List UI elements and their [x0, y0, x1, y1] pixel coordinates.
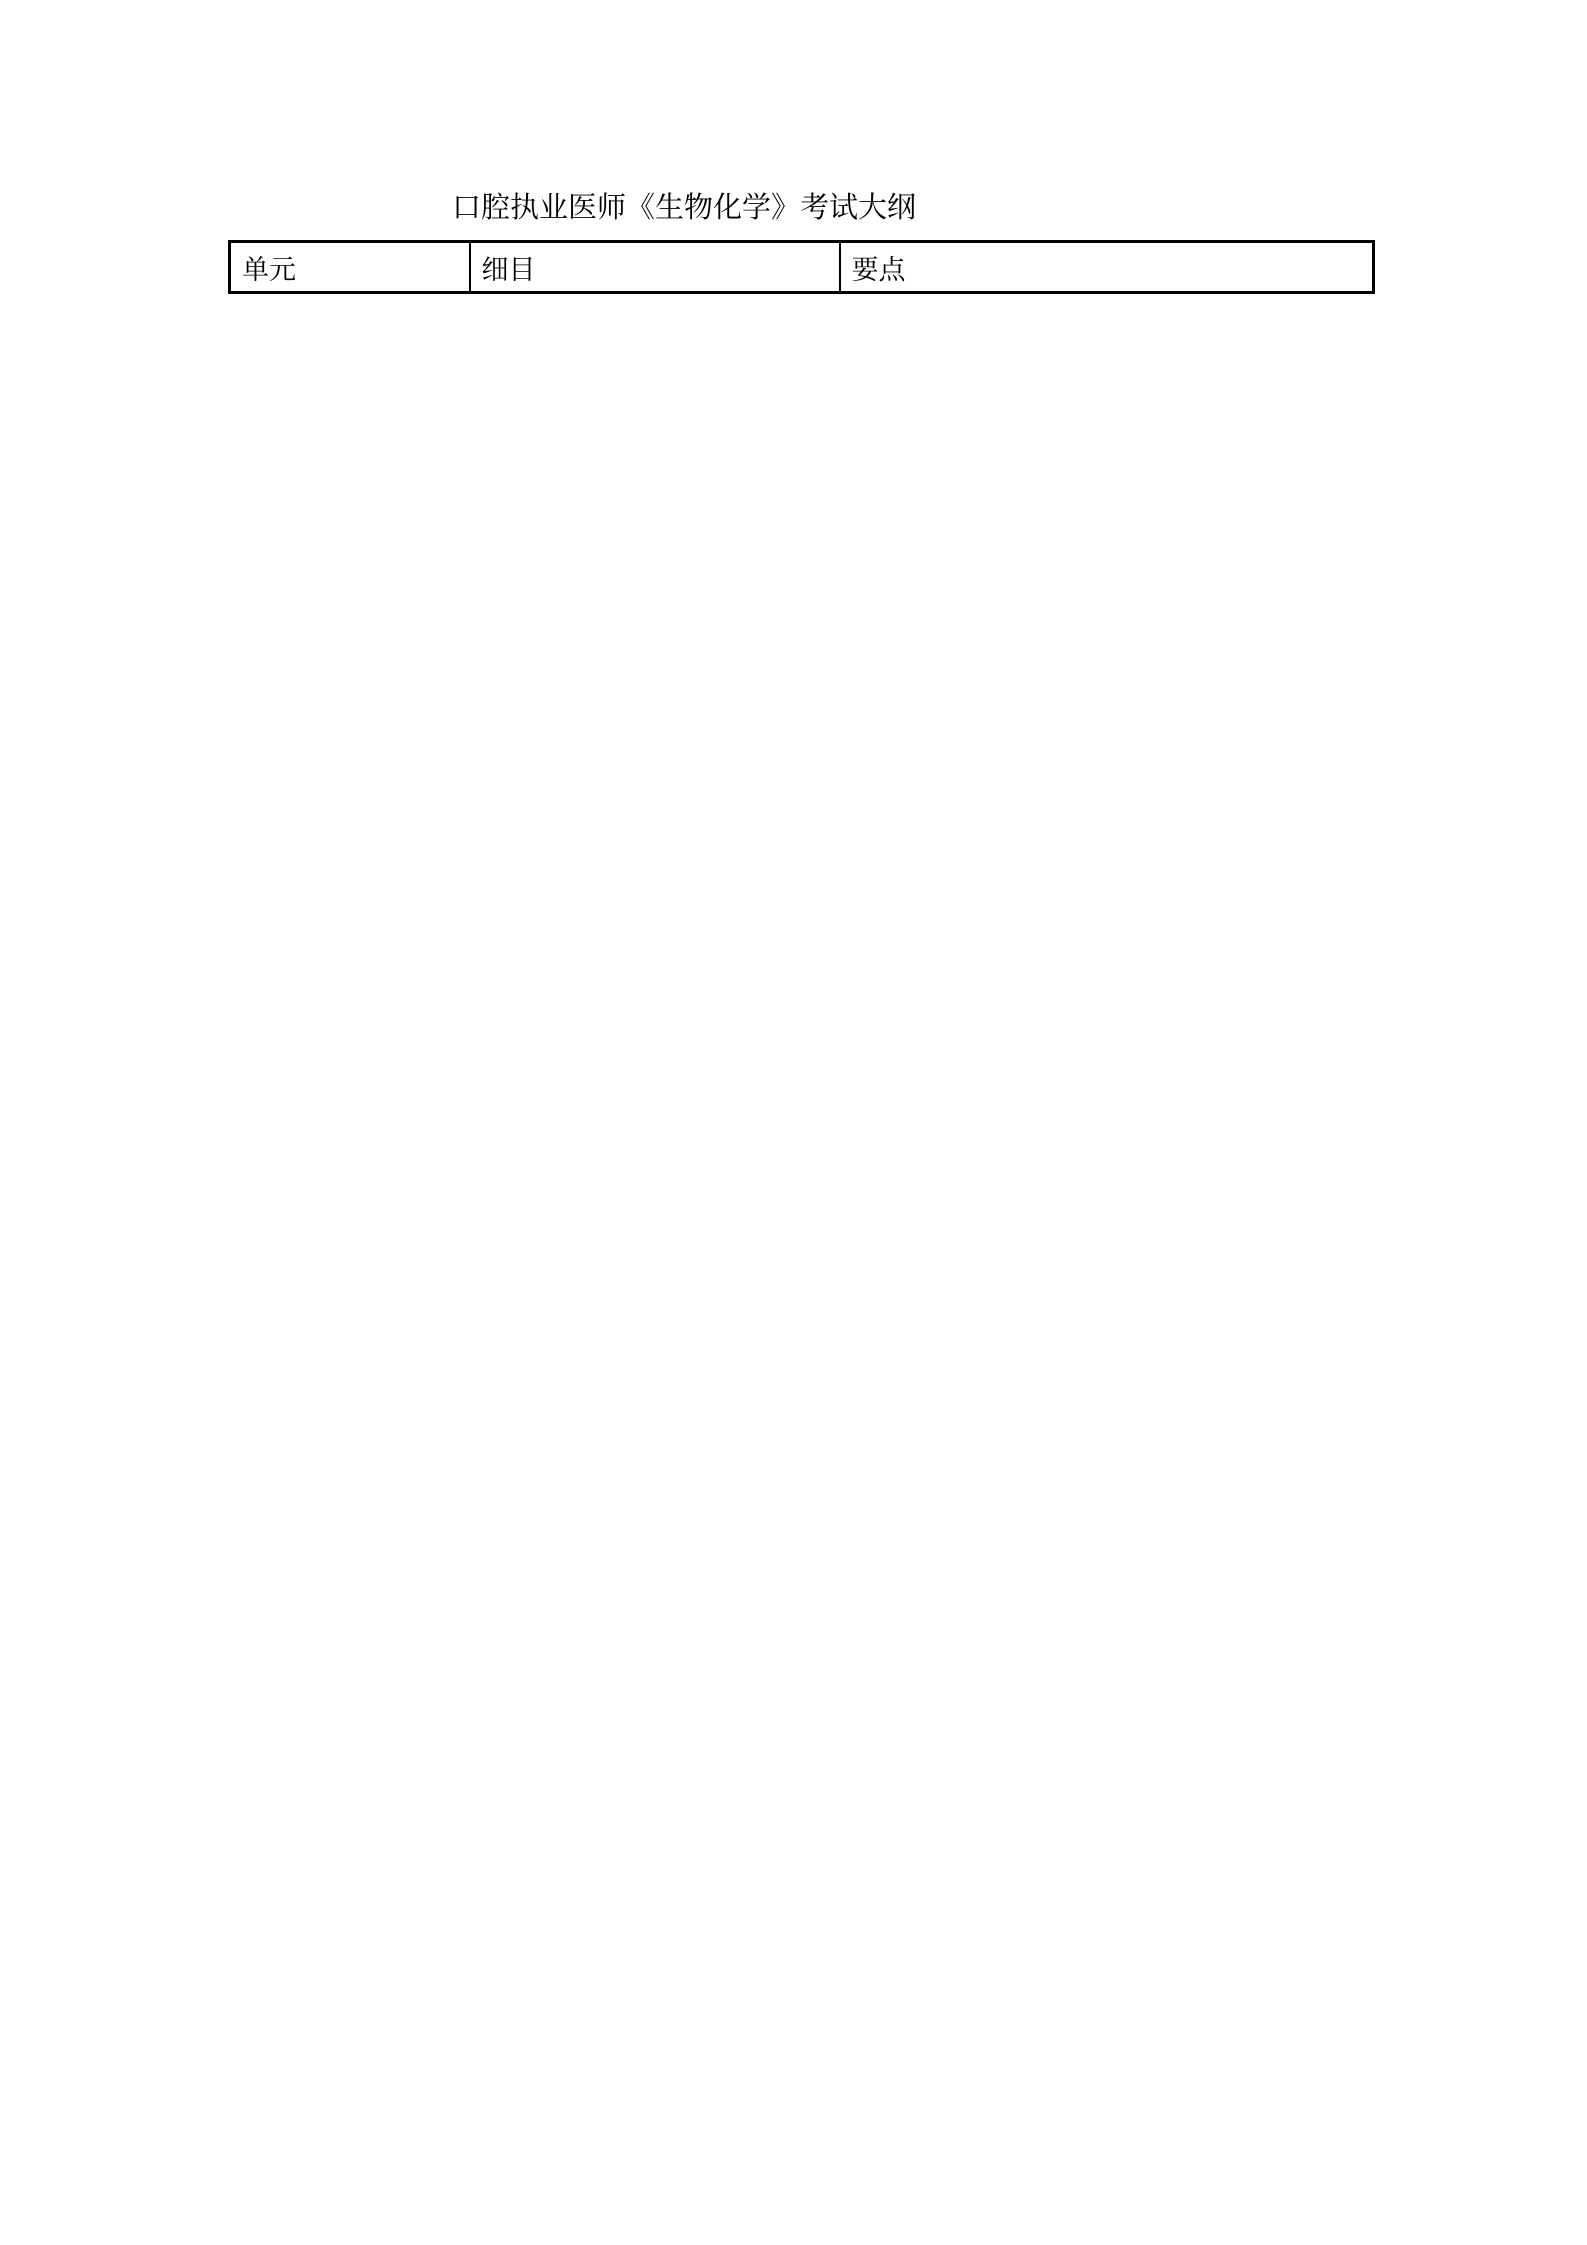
column-header-detail: 细目	[470, 242, 840, 293]
column-header-points: 要点	[840, 242, 1374, 293]
syllabus-table	[228, 240, 1375, 294]
page-title: 口腔执业医师《生物化学》考试大纲	[451, 192, 916, 224]
column-header-unit: 单元	[230, 242, 470, 293]
header-row	[230, 242, 1374, 293]
syllabus-table-header	[230, 242, 1374, 293]
